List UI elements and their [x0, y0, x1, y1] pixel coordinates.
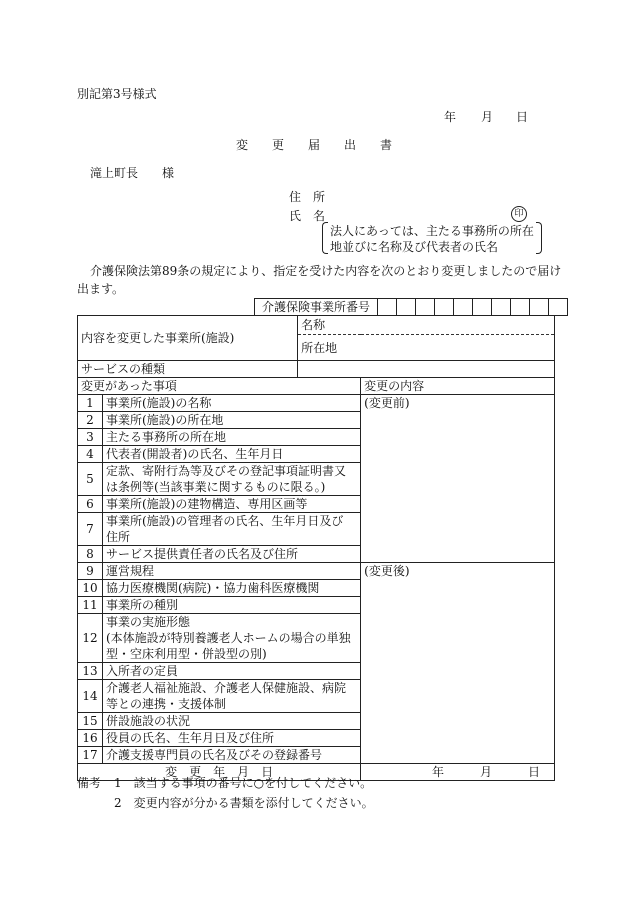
service-type-label: サービスの種類 — [78, 361, 298, 378]
item-text — [102, 446, 360, 463]
changed-items-header: 変更があった事項 — [78, 378, 361, 395]
date-month: 月 — [481, 110, 494, 124]
change-content-header: 変更の内容 — [361, 378, 555, 395]
body-text-line2: 出ます。 — [77, 282, 125, 296]
office-number-label: 介護保険事業所番号 — [255, 299, 378, 316]
office-number-digit[interactable] — [454, 299, 473, 316]
office-location-field[interactable] — [298, 335, 555, 361]
item-number[interactable]: 9 — [78, 563, 103, 580]
item-text-line: サービス提供責任者の氏名及び住所 — [105, 547, 298, 561]
item-text-line: 介護老人福祉施設、介護老人保健施設、病院 — [105, 681, 346, 695]
service-type-field[interactable] — [298, 361, 555, 378]
item-text — [102, 580, 360, 597]
item-text-line: 役員の氏名、生年月日及び住所 — [105, 731, 274, 745]
item-text — [102, 614, 360, 663]
item-number[interactable]: 8 — [78, 546, 103, 563]
office-number-table — [254, 298, 568, 316]
item-text — [102, 412, 360, 429]
item-text — [102, 429, 360, 446]
item-number[interactable]: 7 — [78, 513, 103, 546]
item-text-line: 代表者(開設者)の氏名、生年月日 — [105, 447, 284, 461]
item-text-line: 事業所の種別 — [105, 598, 178, 612]
item-number[interactable]: 15 — [78, 713, 103, 730]
change-after-label: (変更後) — [364, 564, 410, 578]
item-text — [102, 463, 360, 496]
form-number: 別記第3号様式 — [77, 87, 157, 101]
corporate-note-line1: 法人にあっては、主たる事務所の所在 — [330, 224, 534, 238]
item-text-line: 事業所(施設)の名称 — [105, 396, 212, 410]
office-number-digit[interactable] — [492, 299, 511, 316]
corporate-note-line2: 地並びに名称及び代表者の氏名 — [330, 240, 499, 254]
office-number-digit[interactable] — [416, 299, 435, 316]
change-after-field[interactable] — [361, 563, 555, 764]
item-text — [102, 546, 360, 563]
office-number-digit[interactable] — [378, 299, 397, 316]
item-text-line: 介護支援専門員の氏名及びその登録番号 — [105, 748, 322, 762]
date-year: 年 — [444, 110, 457, 124]
office-name-field[interactable] — [298, 316, 555, 335]
item-number[interactable]: 14 — [78, 680, 103, 713]
item-text — [102, 713, 360, 730]
item-text — [102, 563, 360, 580]
office-number-digit[interactable] — [530, 299, 549, 316]
item-text-line: 事業所(施設)の所在地 — [105, 413, 224, 427]
item-text-line: 協力医療機関(病院)・協力歯科医療機関 — [105, 581, 320, 595]
addressee: 滝上町長 様 — [90, 166, 175, 180]
item-number[interactable]: 5 — [78, 463, 103, 496]
corporate-note — [322, 222, 542, 254]
item-text-line: は条例等(当該事業に関するものに限る。) — [105, 480, 326, 494]
change-before-label: (変更前) — [364, 396, 410, 410]
change-item-row — [78, 395, 555, 412]
office-number-digit[interactable] — [511, 299, 530, 316]
item-text-line: (本体施設が特別養護老人ホームの場合の単独 — [105, 631, 351, 645]
item-text — [102, 680, 360, 713]
item-text — [102, 663, 360, 680]
item-text-line: 併設施設の状況 — [105, 714, 190, 728]
address-label: 住 所 — [289, 190, 326, 204]
name-label: 氏 名 — [289, 209, 326, 223]
item-text-line: 等との連携・支援体制 — [105, 697, 226, 711]
item-text — [102, 597, 360, 614]
item-text-line: 事業の実施形態 — [105, 615, 190, 629]
remarks-label: 備考 — [77, 776, 102, 790]
change-date-label: 変 更 年 月 日 — [78, 764, 361, 781]
item-number[interactable]: 4 — [78, 446, 103, 463]
item-text-line: 定款、寄附行為等及びその登記事項証明書又 — [105, 464, 346, 478]
item-text-line: 住所 — [105, 530, 130, 544]
item-text-line: 運営規程 — [105, 564, 154, 578]
date-day: 日 — [516, 110, 529, 124]
change-table — [77, 315, 555, 781]
office-label: 内容を変更した事業所(施設) — [78, 316, 298, 361]
item-text — [102, 730, 360, 747]
document-title: 変 更 届 出 書 — [236, 138, 393, 152]
item-number[interactable]: 6 — [78, 496, 103, 513]
office-number-digit[interactable] — [397, 299, 416, 316]
item-text-line: 事業所(施設)の管理者の氏名、生年月日及び — [105, 514, 344, 528]
office-number-digit[interactable] — [473, 299, 492, 316]
item-text-line: 主たる事務所の所在地 — [105, 430, 226, 444]
office-number-digit[interactable] — [435, 299, 454, 316]
office-name-label: 名称 — [301, 318, 326, 332]
change-item-row — [78, 563, 555, 580]
item-text-line: 型・空床利用型・併設型の別) — [105, 647, 267, 661]
office-number-digit[interactable] — [549, 299, 568, 316]
change-date-field[interactable]: 年 月 日 — [361, 764, 555, 781]
item-number[interactable]: 2 — [78, 412, 103, 429]
office-location-label: 所在地 — [301, 340, 338, 355]
item-number[interactable]: 17 — [78, 747, 103, 764]
seal-mark: 印 — [511, 206, 527, 222]
item-number[interactable]: 11 — [78, 597, 103, 614]
body-text-line1: 介護保険法第89条の規定により、指定を受けた内容を次のとおり変更しましたので届け — [90, 264, 562, 278]
item-number[interactable]: 13 — [78, 663, 103, 680]
item-text-line: 事業所(施設)の建物構造、専用区画等 — [105, 497, 308, 511]
remarks-note-1: 1 該当する事項の番号に○を付してください。 — [114, 776, 373, 790]
item-text-line: 入所者の定員 — [105, 664, 178, 678]
item-text — [102, 747, 360, 764]
item-number[interactable]: 1 — [78, 395, 103, 412]
item-text — [102, 395, 360, 412]
remarks-note-2: 2 変更内容が分かる書類を添付してください。 — [114, 796, 374, 810]
item-number[interactable]: 16 — [78, 730, 103, 747]
item-text — [102, 496, 360, 513]
item-text — [102, 513, 360, 546]
item-number[interactable]: 3 — [78, 429, 103, 446]
item-number[interactable]: 10 — [78, 580, 103, 597]
item-number[interactable]: 12 — [78, 614, 103, 663]
change-before-field[interactable] — [361, 395, 555, 563]
